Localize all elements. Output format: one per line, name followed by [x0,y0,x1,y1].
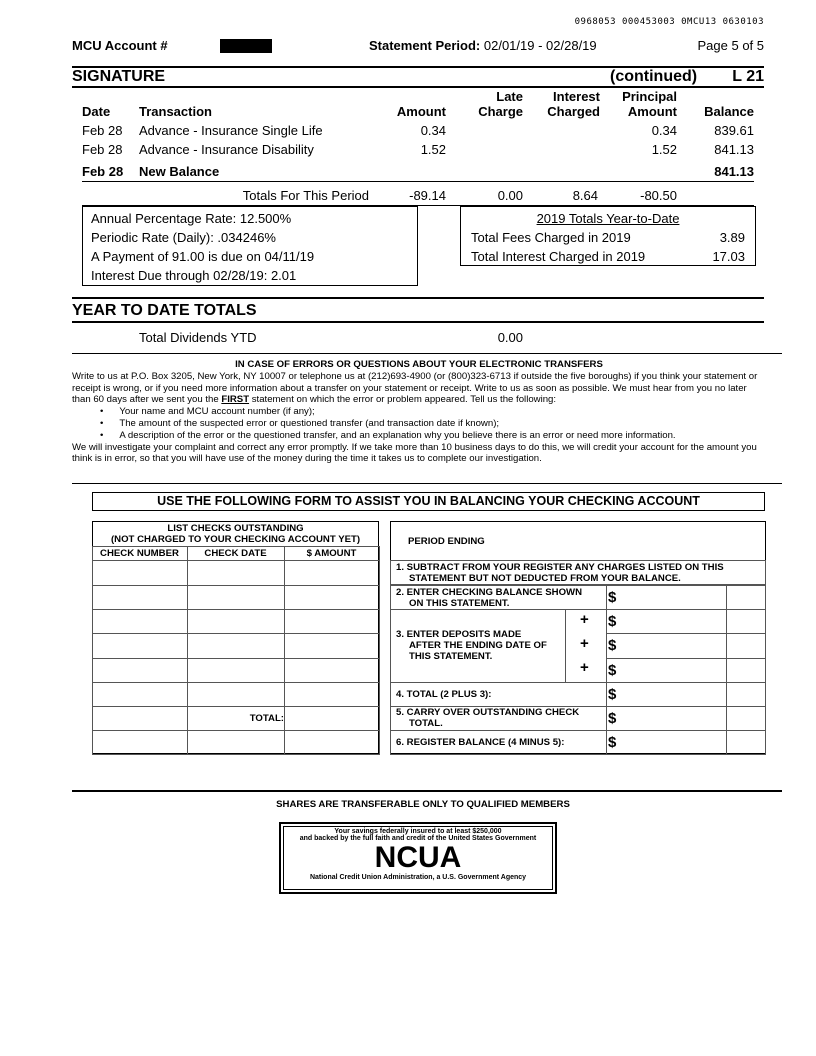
document-codes: 0968053 000453003 0MCU13 0630103 [574,17,764,27]
section-title-ytd: YEAR TO DATE TOTALS [72,302,257,319]
ncua-text: and backed by the full faith and credit of the United States Government [299,835,537,842]
cents-entry-field[interactable] [726,585,766,610]
check-entry-cell[interactable] [92,658,188,683]
check-entry-cell[interactable] [92,730,188,755]
emphasis-first: FIRST [221,394,250,406]
check-entry-cell[interactable] [284,658,380,683]
check-entry-cell[interactable] [284,585,380,610]
ytd-row [461,228,755,247]
check-entry-cell[interactable] [187,585,285,610]
payment-due: A Payment of 91.00 is due on 04/11/19 [91,249,315,264]
cents-entry-field[interactable] [726,609,766,634]
row-amount: 0.34 [420,123,446,138]
col-date: Date [82,104,111,119]
period-label: Statement Period: [369,38,481,53]
text: STATEMENT BUT NOT DEDUCTED FROM YOUR BALANCE. [409,573,681,584]
check-entry-cell[interactable] [92,585,188,610]
col-label: Charged [547,104,600,119]
cents-entry-field[interactable] [726,706,766,731]
periodic-rate: Periodic Rate (Daily): .034246% [91,230,276,245]
redacted-account-number [220,39,272,53]
checks-title [92,523,379,545]
check-entry-cell[interactable] [187,682,285,707]
check-entry-cell[interactable] [284,609,380,634]
cents-entry-field[interactable] [726,633,766,659]
text: 5. CARRY OVER OUTSTANDING CHECK [396,707,580,718]
check-entry-cell[interactable] [92,706,188,731]
row-balance: 841.13 [714,142,754,157]
loan-info-box [82,206,418,286]
col-amount: Amount [396,104,446,119]
cents-entry-field[interactable] [726,658,766,683]
cents-entry-field[interactable] [726,730,766,755]
col-principal [622,89,677,119]
check-entry-cell[interactable] [284,682,380,707]
ytd-totals-box [460,206,756,266]
errors-title: IN CASE OF ERRORS OR QUESTIONS ABOUT YOUR ELECTRONIC TRANSFERS [235,359,603,370]
check-entry-cell[interactable] [284,706,380,731]
dollar-sign: $ [608,637,617,654]
totals-late: 0.00 [497,188,523,203]
text: THIS STATEMENT. [409,651,493,662]
check-entry-cell[interactable] [187,633,285,659]
dollar-sign: $ [608,589,617,606]
statement-period [369,38,597,53]
check-entry-cell[interactable] [187,658,285,683]
checks-total-label: TOTAL: [249,713,284,724]
dollar-sign: $ [608,662,617,679]
amount-entry-field[interactable] [606,658,727,683]
errors-section [72,359,766,465]
ncua-text: Your savings federally insured to at least $250,000 [334,828,502,835]
text: A description of the error or the questioned transfer, and an explanation why you believe there is an error or need more information. [119,429,676,441]
cents-entry-field[interactable] [726,682,766,707]
text: The amount of the suspected error or questioned transfer (and transaction date if known); [119,417,500,429]
step-5-label [396,707,579,729]
text: AFTER THE ENDING DATE OF [409,640,547,651]
col-label: Interest [553,89,600,104]
dividends-value: 0.00 [497,330,523,345]
amount-entry-field[interactable] [606,585,727,610]
amount-entry-field[interactable] [606,633,727,659]
check-entry-cell[interactable] [92,682,188,707]
row-transaction: Advance - Insurance Disability [139,142,314,157]
row-date: Feb 28 [82,123,123,138]
apr: Annual Percentage Rate: 12.500% [91,211,292,226]
amount-entry-field[interactable] [606,730,727,755]
ytd-box-title: 2019 Totals Year-to-Date [536,211,680,226]
errors-paragraph [72,371,766,406]
row-date: Feb 28 [82,142,123,157]
col-balance: Balance [704,104,754,119]
text: ON THIS STATEMENT. [409,598,510,609]
page-number: Page 5 of 5 [697,38,764,53]
text: Your name and MCU account number (if any); [119,406,315,418]
text: statement on which the error or problem appeared. Tell us the following: [249,394,557,406]
text: LIST CHECKS OUTSTANDING [167,523,304,534]
col-label: Principal [622,89,677,104]
totals-amount: -89.14 [409,188,446,203]
row-transaction: Advance - Insurance Single Life [139,123,323,138]
row-balance: 841.13 [714,164,754,179]
bullet-item: • A description of the error or the questioned transfer, and an explanation why you believe there is an error or need more information. [100,429,676,441]
col-check-date: CHECK DATE [204,548,267,559]
col-late-charge [478,89,523,119]
check-entry-cell[interactable] [187,609,285,634]
check-entry-cell[interactable] [187,560,285,586]
col-label: Amount [627,104,677,119]
check-entry-cell[interactable] [284,730,380,755]
ncua-logo: NCUA [374,841,462,874]
divider [72,321,764,323]
check-entry-cell[interactable] [284,633,380,659]
row-amount: 1.52 [420,142,446,157]
ytd-value: 3.89 [719,230,745,245]
section-title-signature: SIGNATURE [72,68,166,85]
section-code: L 21 [732,68,764,85]
step-3-label [396,629,547,662]
dollar-sign: $ [608,710,617,727]
col-interest [547,89,600,119]
col-label: Late [496,89,523,104]
divider [72,86,764,88]
totals-principal: -80.50 [640,188,677,203]
ncua-text: National Credit Union Administration, a U.S. Government Agency [309,874,527,881]
step-1-label [396,562,724,584]
divider [82,181,754,182]
totals-interest: 8.64 [572,188,598,203]
check-entry-cell[interactable] [284,560,380,586]
check-entry-cell[interactable] [187,730,285,755]
dollar-sign: $ [608,734,617,751]
divider [72,353,782,354]
step-6-label: 6. REGISTER BALANCE (4 MINUS 5): [396,737,565,748]
row-date: Feb 28 [82,164,124,179]
dollar-sign: $ [608,613,617,630]
step-2-label [396,587,582,609]
plus-icon: + [580,635,589,652]
check-entry-cell[interactable] [92,633,188,659]
errors-paragraph-2: We will investigate your complaint and correct any error promptly. If we take more than 10 business days to do this, we will credit your account for the amount you think is in error, so that you will have use of the money during the time it takes us to complete our investigation. [72,441,757,465]
step-4-label: 4. TOTAL (2 PLUS 3): [396,689,492,700]
plus-icon: + [580,611,589,628]
col-check-number: CHECK NUMBER [100,548,179,559]
text: 2. ENTER CHECKING BALANCE SHOWN [396,587,583,598]
check-entry-cell[interactable] [92,609,188,634]
plus-icon: + [580,659,589,676]
ytd-row [461,247,755,266]
divider [72,483,782,484]
col-amount: $ AMOUNT [306,548,357,559]
period-value: 02/01/19 - 02/28/19 [483,38,597,53]
form-title: USE THE FOLLOWING FORM TO ASSIST YOU IN BALANCING YOUR CHECKING ACCOUNT [92,492,765,511]
totals-label: Totals For This Period [242,188,369,203]
amount-entry-field[interactable] [606,682,727,707]
row-principal: 1.52 [651,142,677,157]
text: TOTAL. [409,718,443,729]
row-principal: 0.34 [651,123,677,138]
amount-entry-field[interactable] [606,706,727,731]
dollar-sign: $ [608,686,617,703]
divider [72,790,782,792]
text: (NOT CHARGED TO YOUR CHECKING ACCOUNT YET) [110,534,361,545]
interest-due: Interest Due through 02/28/19: 2.01 [91,268,297,283]
text: 1. SUBTRACT FROM YOUR REGISTER ANY CHARGES LISTED ON THIS [396,562,724,573]
text: Write to us at P.O. Box 3205, New York, NY 10007 or telephone us at (212)693-4900 (or (800)323-6713 if outside the five boroughs) if you think your statement or receipt is wrong, or if you need more information about a transfer on your statement or receipt. Write to us as soon as possible. We must hear from you no later than 60 days after we sent you the [72,370,758,406]
check-entry-cell[interactable] [92,560,188,586]
divider [72,297,764,299]
continued-label: (continued) [610,68,698,85]
row-transaction: New Balance [139,164,220,179]
shares-notice: SHARES ARE TRANSFERABLE ONLY TO QUALIFIED MEMBERS [276,799,570,810]
ytd-label: Total Fees Charged in 2019 [471,230,631,245]
ncua-insurance-badge [279,822,557,894]
account-label: MCU Account # [72,38,168,53]
col-label: Charge [478,104,523,119]
row-balance: 839.61 [714,123,754,138]
dividends-label: Total Dividends YTD [139,330,257,345]
bullet-item: • Your name and MCU account number (if any); [100,406,315,418]
ytd-label: Total Interest Charged in 2019 [471,249,646,264]
col-transaction: Transaction [139,104,212,119]
bullet-item: • The amount of the suspected error or questioned transfer (and transaction date if known); [100,417,500,429]
amount-entry-field[interactable] [606,609,727,634]
text: 3. ENTER DEPOSITS MADE [396,629,522,640]
ytd-value: 17.03 [712,249,745,264]
period-ending-label: PERIOD ENDING [408,536,485,547]
